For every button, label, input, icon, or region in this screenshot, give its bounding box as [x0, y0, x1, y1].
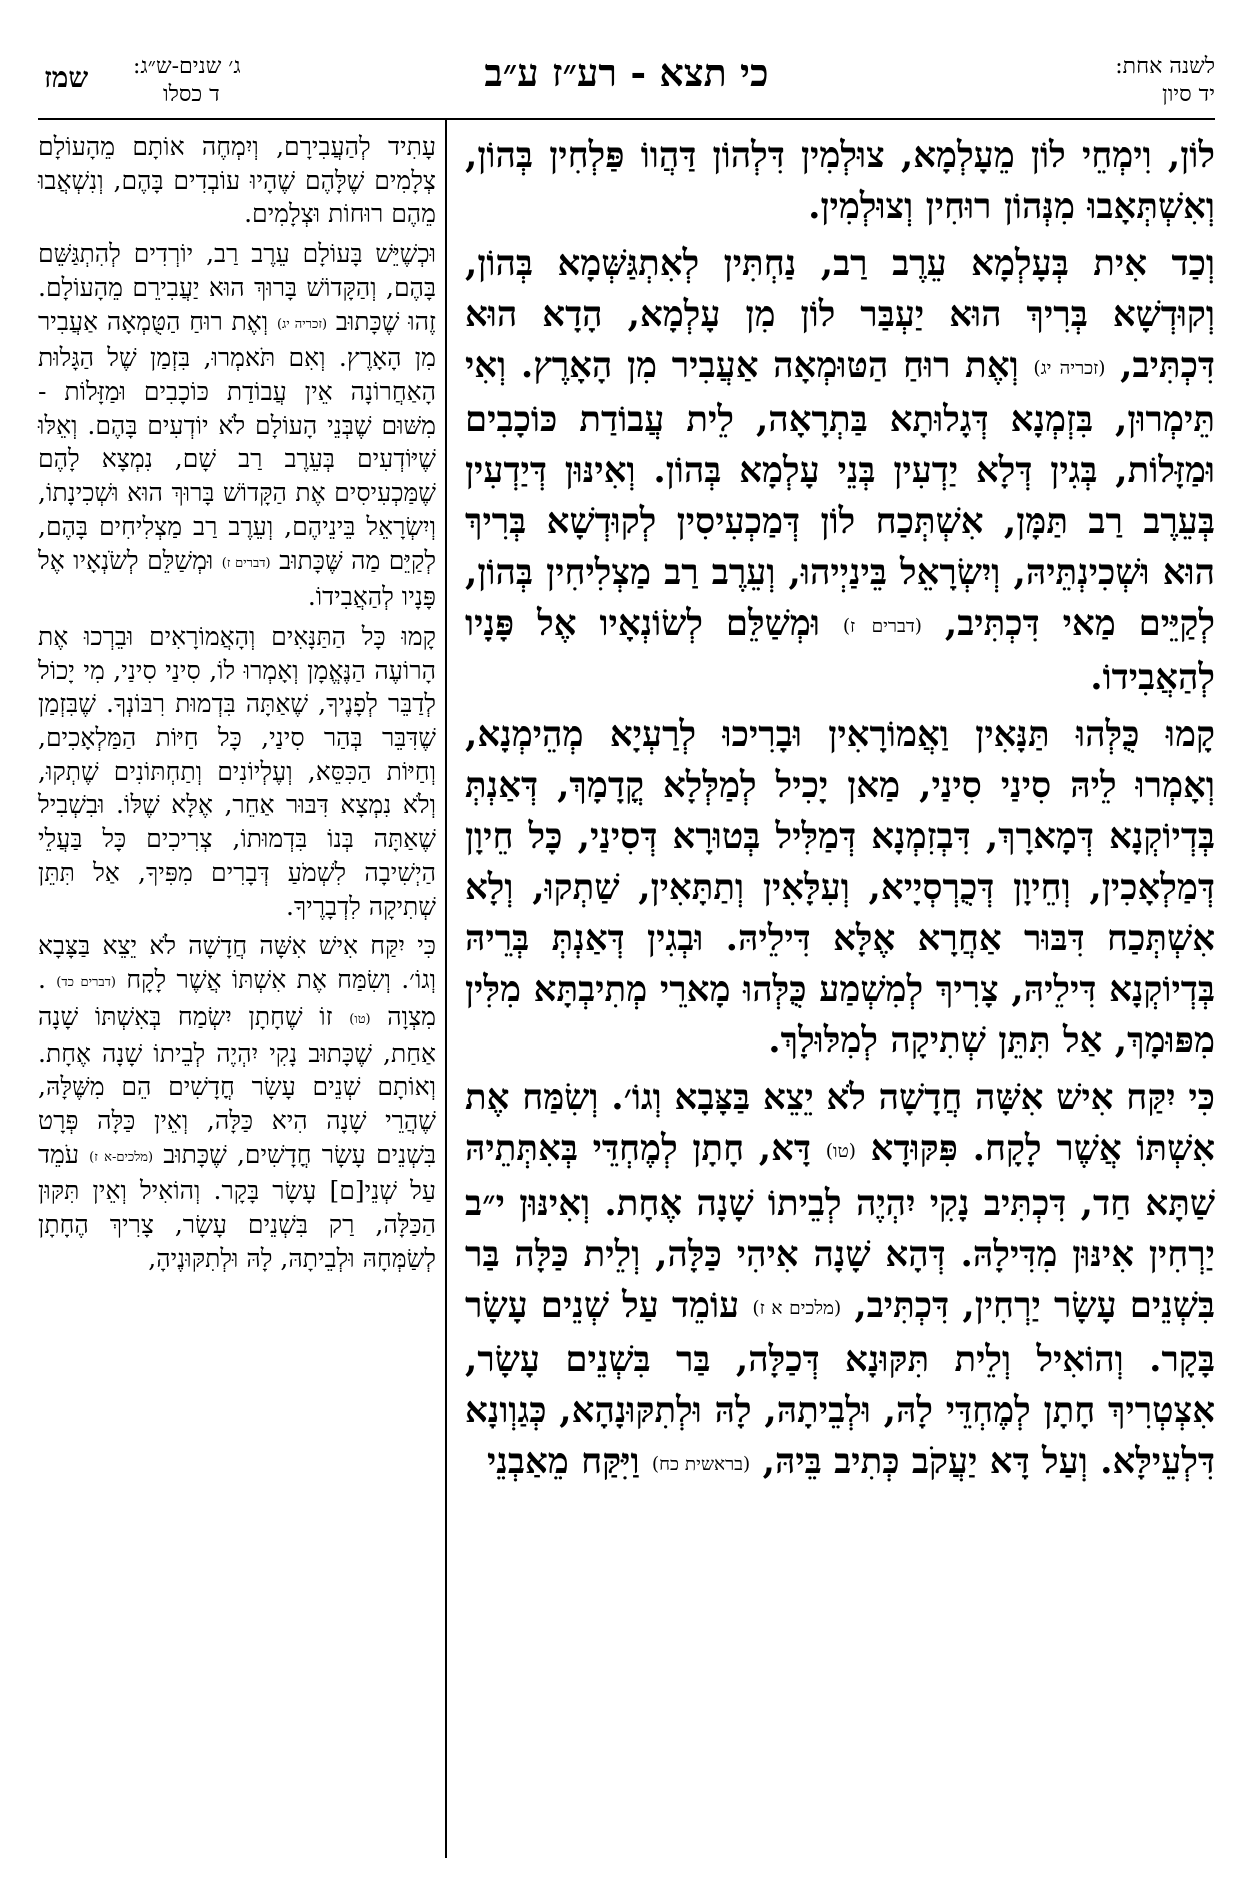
column-divider [445, 118, 447, 1858]
page-number: שמז [44, 61, 89, 94]
comm-paragraph-4-text-d: עֹמֵד עַל שְׁנֵי[ם] עָשָׂר בָּקָר. וְהוֹאִיל וְאֵין תִּקּוּן הַכַּלָּה, רַק בִּשְׁנֵים עָשָׂר, צָרִיךְ הֶחָתָן לְשַׂמְּחָהּ וּלְבֵיתָהּ, לָהּ וּלְתִקּוּנֶיהָ, [38, 1139, 436, 1273]
main-paragraph-2-text-b: וְאֶת רוּחַ הַטּוּמְאָה אַעֲבִיר מִן הָאָרֶץ. וְאִי תֵּימְרוּן, בִּזְמְנָא דְּגָלוּתָא בַּתְרָאָה, לֵית עֲבוֹדַת כּוֹכָבִים וּמַזָּלוֹת, בְּגִין דְּלָא יַדְעִין בְּנֵי עָלְמָא בְּהוֹן. וְאִינּוּן דְּיַדְעִין בְּעֵרֶב רַב תַּמָּן, אִשְׁתְּכַח לוֹן דְּמַכְעִיסִין לְקוּדְשָׁא בְּרִיךְ הוּא וּשְׁכִינְתֵּיהּ, וְיִשְׂרָאֵל בֵּינַיְיהוּ, וְעֵרֶב רַב מַצְלִיחִין בְּהוֹן, לְקַיֵּים מַאי דִּכְתִּיב, [465, 345, 1216, 645]
comm-paragraph-4-text-c: זוֹ שֶׁחָתָן יִשְׂמַח בְּאִשְׁתּוֹ שָׁנָה אַחַת, שֶׁכָּתוּב נָקִי יִהְיֶה לְבֵיתוֹ שָׁנָה אֶחָת. וְאוֹתָם שְׁנֵים עָשָׂר חֳדָשִׁים הֵם מִשֶּׁלָּהּ, שֶׁהֲרֵי שָׁנָה הִיא כַּלָּה, וְאֵין כַּלָּה פְּרָט בִּשְׁנֵים עָשָׂר חֳדָשִׁים, שֶׁכָּתוּב [38, 1001, 436, 1169]
comm-paragraph-4-ref3: (מלכים-א ז) [89, 1149, 154, 1165]
main-paragraph-4-text-c: עוֹמֵד עַל שְׁנֵים עָשָׂר בָּקָר. וְהוֹאִיל וְלֵית תִּקּוּנָא דְּכַלָּה, בַּר בִּשְׁנֵים עָשָׂר, אִצְטְרִיךְ חָתָן לְמֶחְדֵּי לָהּ, וּלְבֵיתָהּ, לָהּ וּלְתִקּוּנָהָא, כְּגַוְונָא דִּלְעֵילָּא. וְעַל דָּא יַעֲקֹב כְּתִיב בֵּיהּ, [465, 1284, 1215, 1482]
study-schedule-three-year-label: ג׳ שנים-ש״ג: [133, 54, 241, 79]
comm-paragraph-4 [38, 929, 436, 1275]
page-header [38, 48, 1215, 120]
comm-paragraph-4-ref: (דברים כד) [56, 975, 116, 991]
comm-paragraph-2 [38, 237, 436, 614]
main-paragraph-4 [465, 1072, 1215, 1490]
main-text-column [465, 130, 1215, 1496]
comm-paragraph-2-ref2: (דברים ז) [221, 555, 271, 571]
main-paragraph-4-ref3: (בראשית כח) [651, 1454, 751, 1476]
comm-paragraph-3-text: קָמוּ כָּל הַתַּנָּאִים וְהָאֲמוֹרָאִים וּבֵרְכוּ אֶת הָרוֹעֶה הַנֶּאֱמָן וְאָמְרוּ לוֹ, סִינַי סִינַי, מִי יָכוֹל לְדַבֵּר לְפָנֶיךָ, שֶׁאַתָּה בִּדְמוּת רִבּוֹנְךָ. שֶׁבִּזְמַן שֶׁדִּבֵּר בְּהַר סִינַי, כָּל חַיּוֹת הַמַּלְאָכִים, וְחַיּוֹת הַכִּסֵּא, וְעֶלְיוֹנִים וְתַחְתּוֹנִים שֶׁתְקוּ, וְלֹא נִמְצָא דִּבּוּר אַחֵר, אֶלָּא שֶׁלּוֹ. וּבִשְׁבִיל שֶׁאַתָּה בְּנוֹ בִּדְמוּתוֹ, צְרִיכִים כָּל בַּעֲלֵי הַיְשִׁיבָה לִשְׁמֹעַ דְּבָרִים מִפִּיךָ, אַל תִּתֵּן שְׁתִיקָה לִדְבָרֶיךָ. [38, 621, 436, 921]
main-paragraph-3 [465, 709, 1215, 1066]
comm-paragraph-3 [38, 620, 436, 923]
main-paragraph-2-text-c: וּמְשַׁלֵּם לְשׂוֹנְאָיו אֶל פָּנָיו לְהַאֲבִידוֹ. [465, 603, 1215, 699]
comm-paragraph-2-text-c: וּמְשַׁלֵּם לְשֹׂנְאָיו אֶל פָּנָיו לְהַאֲבִידוֹ. [38, 545, 436, 612]
comm-paragraph-2-text-a: וּכְשֶׁיֵּשׁ בָּעוֹלָם עֵרֶב רַב, יוֹרְדִים לְהִתְגַּשֵּׁם בָּהֶם, וְהַקָּדוֹשׁ בָּרוּךְ הוּא יַעֲבִירֵם מֵהָעוֹלָם. זֶהוּ שֶׁכָּתוּב [38, 239, 437, 336]
comm-paragraph-4-ref2: (טו) [349, 1011, 371, 1027]
main-paragraph-4-text-b: דָּא, חָתָן לְמֶחְדֵּי בְּאִתְּתֵיהּ שַׁתָּא חַד, דִּכְתִּיב נָקִי יִהְיֶה לְבֵיתוֹ שָׁנָה אֶחָת. וְאִינּוּן י״ב יַרְחִין אִינּוּן מִדִּילָהּ. דְּהָא שָׁנָה אִיהִי כַּלָּה, וְלֵית כַּלָּה בַּר בִּשְׁנֵים עָשָׂר יַרְחִין, דִּכְתִּיב, [465, 1128, 1216, 1326]
main-paragraph-2-text-a: וְכַד אִית בְּעָלְמָא עֵרֶב רַב, נַחְתִּין לְאִתְגַּשְּׁמָא בְּהוֹן, וְקוּדְשָׁא בְּרִיךְ הוּא יַעְבַּר לוֹן מִן עָלְמָא, הָדָא הוּא דִּכְתִּיב, [465, 243, 1216, 386]
study-schedule-three-year-date: ד כסלו [163, 82, 220, 107]
page-title: כי תצא - רע״ז ע״ב [484, 50, 769, 95]
main-paragraph-1-text: לוֹן, וִימְחֵי לוֹן מֵעָלְמָא, צוּלְמִין דִּלְהוֹן דַּהֲווֹ פַּלְחִין בְּהוֹן, וְאִשְׁתְּאָבוּ מִנְּהוֹן רוּחִין וְצוּלְמִין. [465, 135, 1215, 227]
main-paragraph-3-text: קָמוּ כֻּלְּהוּ תַּנָּאִין וַאֲמוֹרָאִין וּבָרִיכוּ לְרַעְיָא מְהֵימְנָא, וְאָמְרוּ לֵיהּ סִינַי סִינַי, מַאן יָכִיל לְמַלְּלָא קֳדָמָךְ, דְּאַנְתְּ בְּדְיוֹקְנָא דְּמָארָךְ, דִּבְזִמְנָא דְּמַלִּיל בְּטוּרָא דְּסִינַי, כָּל חֵיוָן דְּמַלְאָכִין, וְחֵיוָן דְּכֻרְסְיָיא, וְעִלָּאִין וְתַתָּאִין, שַׁתְקוּ, וְלָא אִשְׁתְּכַח דִּבּוּר אַחֲרָא אֶלָּא דִּילֵיהּ. וּבְגִין דְּאַנְתְּ בְּרֵיהּ בְּדְיוֹקְנָא דִּילֵיהּ, צָרִיךְ לְמִשְׁמַע כֻּלְּהוּ מָארֵי מְתִיבְתָּא מִלִּין מִפּוּמָךְ, אַל תִּתֵּן שְׁתִיקָה לְמִלּוּלָךְ. [465, 714, 1215, 1062]
page [38, 48, 1215, 1858]
main-paragraph-4-text-a: כִּי יִקַּח אִישׁ אִשָּׁה חֲדָשָׁה לֹא יֵצֵא בַּצָּבָא וְגוֹ׳. וְשִׂמַּח אֶת אִשְׁתּוֹ אֲשֶׁר לָקָח. פִּקּוּדָא [465, 1077, 1216, 1170]
comm-paragraph-4-text-b: . מִצְוָה [38, 965, 436, 1031]
translation-column [38, 130, 436, 1282]
comm-paragraph-2-text-b: וְאֶת רוּחַ הַטֻּמְאָה אַעֲבִיר מִן הָאָרֶץ. וְאִם תֹּאמְרוּ, בִּזְמַן שֶׁל הַגָּלוּת הָאַחֲרוֹנָה אֵין עֲבוֹדַת כּוֹכָבִים וּמַזָּלוֹת - מִשּׁוּם שֶׁבְּנֵי הָעוֹלָם לֹא יוֹדְעִים בָּהֶם. וְאֵלּוּ שֶׁיּוֹדְעִים בְּעֵרֶב רַב שָׁם, נִמְצָא לָהֶם שֶׁמַּכְעִיסִים אֶת הַקָּדוֹשׁ בָּרוּךְ הוּא וּשְׁכִינָתוֹ, וְיִשְׂרָאֵל בֵּינֵיהֶם, וְעֵרֶב רַב מַצְלִיחִים בָּהֶם, לְקַיֵּם מַה שֶּׁכָּתוּב [38, 306, 437, 575]
study-schedule-one-year-label: לשנה אחת: [1115, 54, 1215, 79]
main-paragraph-2 [465, 238, 1215, 703]
comm-paragraph-1 [38, 130, 436, 231]
main-paragraph-4-ref: (טו) [825, 1141, 856, 1163]
comm-paragraph-4-text-a: כִּי יִקַּח אִישׁ אִשָּׁה חֲדָשָׁה לֹא יֵצֵא בַּצָּבָא וְגוֹ׳. וְשִׂמַּח אֶת אִשְׁתּוֹ אֲשֶׁר לָקָח [38, 931, 436, 994]
comm-paragraph-2-ref: (זכריה יג) [276, 316, 328, 332]
comm-paragraph-1-text: עָתִיד לְהַעֲבִירָם, וְיִמְחֶה אוֹתָם מֵהָעוֹלָם צְלָמִים שֶׁלָּהֶם שֶׁהָיוּ עוֹבְדִים בָּהֶם, וְנִשְׁאֲבוּ מֵהֶם רוּחוֹת וּצְלָמִים. [38, 132, 436, 229]
main-paragraph-4-ref2: (מלכים א ז) [752, 1297, 842, 1319]
main-paragraph-2-ref2: (דברים ז) [842, 616, 922, 638]
main-paragraph-2-ref: (זכריה יג) [1033, 358, 1106, 380]
study-schedule-one-year-date: יד סיון [1162, 82, 1215, 107]
main-paragraph-1 [465, 130, 1215, 232]
main-paragraph-4-text-d: וַיִּקַּח מֵאַבְנֵי [487, 1440, 640, 1482]
